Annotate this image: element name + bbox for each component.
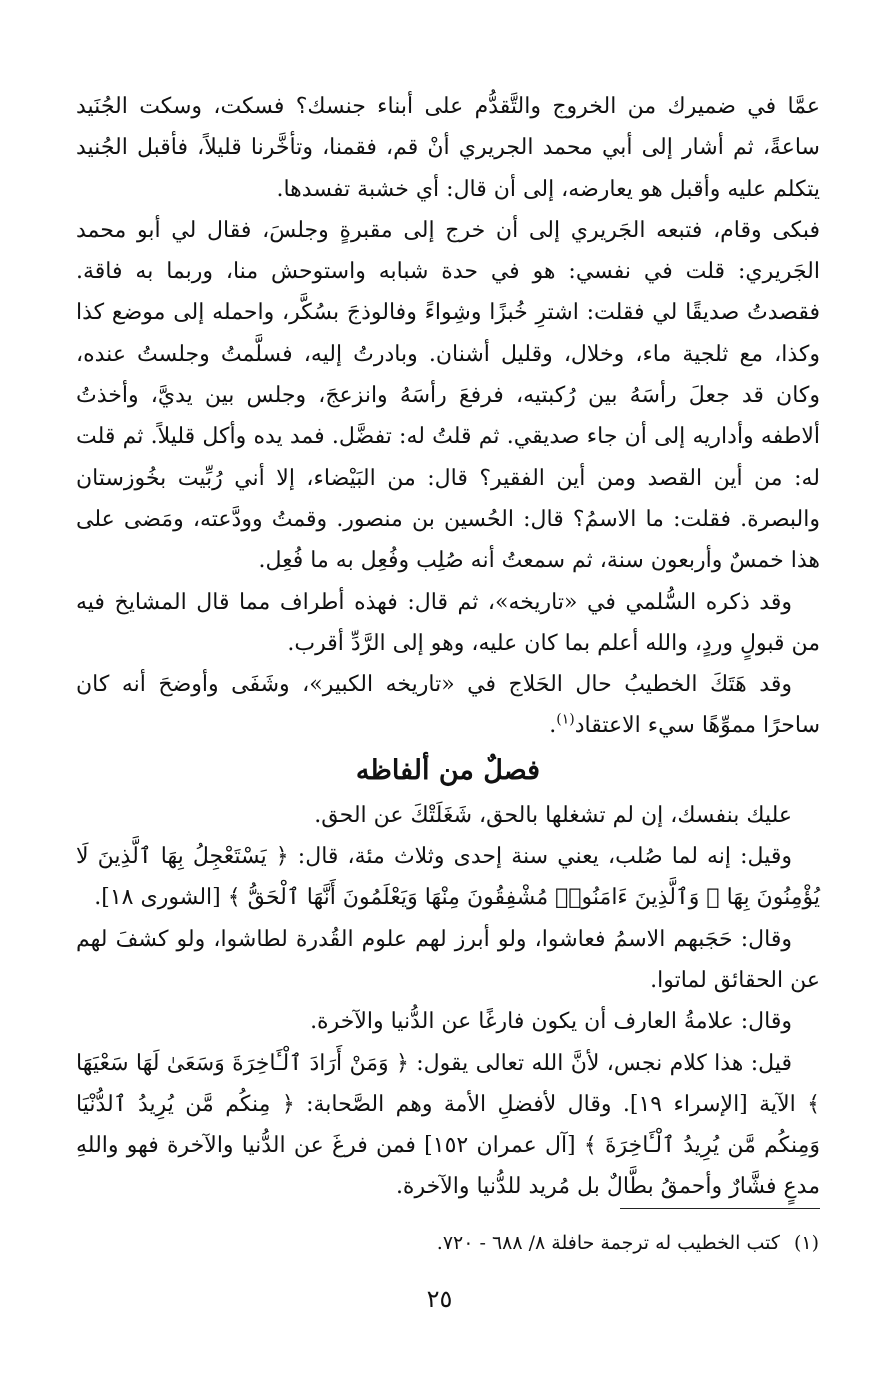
paragraph-saying-1: عليك بنفسك، إن لم تشغلها بالحق، شَغَلَتْكَ عن الحق.: [314, 802, 792, 828]
paragraph-khatib-text: وقد هَتَكَ الخطيبُ حال الحَلاج في «تاريخه الكبير»، وشَفَى وأوضحَ أنه كان ساحرًا مموِّهًا سيء الاعتقاد: [76, 672, 820, 739]
paragraph-sulami: وقد ذكره السُّلمي في «تاريخه»، ثم قال: فهذه أطراف مما قال المشايخ فيه من قبولٍ وردٍ، والله أعلم بما كان عليه، وهو إلى الرَّدِّ أقرب.: [76, 589, 820, 656]
footnote: [75, 1228, 819, 1258]
paragraph-saying-4: وقال: علامةُ العارف أن يكون فارغًا عن الدُّنيا والآخرة.: [310, 1009, 792, 1035]
page-number: ٢٥: [426, 1285, 453, 1313]
paragraph-saying-3: وقال: حَجَبهم الاسمُ فعاشوا، ولو أبرز لهم علوم القُدرة لطاشوا، ولو كشفَ لهم عن الحقائق لماتوا.: [76, 926, 820, 993]
footnote-text: كتب الخطيب له ترجمة حافلة ٨/ ٦٨٨ - ٧٢٠.: [436, 1232, 780, 1254]
page-body: [76, 86, 820, 1208]
paragraph-khatib: وقد هَتَكَ الخطيبُ حال الحَلاج في «تاريخه الكبير»، وشَفَى وأوضحَ أنه كان ساحرًا مموِّهًا سيء الاعتقاد$^{(١)}$.: [76, 672, 820, 739]
footnote-reference: (١): [556, 712, 575, 729]
footnote-divider: [620, 1208, 820, 1209]
section-heading: فصلٌ من ألفاظه: [355, 754, 541, 786]
paragraph-saying-2: وقيل: إنه لما صُلب، يعني سنة إحدى وثلاث مئة، قال: ﴿ يَسْتَعْجِلُ بِهَا ٱلَّذِينَ لَا يُؤْمِنُونَ بِهَا ۖ وَٱلَّذِينَ ءَامَنُوا۟ مُشْفِقُونَ مِنْهَا وَيَعْلَمُونَ أَنَّهَا ٱلْحَقُّ ﴾ [الشورى ١٨].: [76, 844, 820, 911]
paragraph-jariri-story: فبكى وقام، فتبعه الجَريري إلى أن خرج إلى مقبرةٍ وجلسَ، فقال لي أبو محمد الجَريري: قلت في نفسي: هو في حدة شبابه واستوحش منا، وربما به فاقة. فقصدتُ صديقًا لي فقلت: اشترِ خُبزًا وشِواءً وفالوذجَ بسُكَّر، واحمله إلى موضع كذا وكذا، مع ثلجية ماء، وخلال، وقليل أشنان. وبادرتُ إليه، فسلَّمتُ وجلستُ عنده، وكان قد جعلَ رأسَهُ بين رُكبتيه، فرفعَ رأسَهُ وانزعجَ، وجلس بين يديَّ، وأخذتُ ألاطفه وأداريه إلى أن جاء صديقي. ثم قلتُ له: تفضَّل. فمد يده وأكل قليلاً. ثم قلت له: من أين القصد ومن أين الفقير؟ قال: من البَيْضاء، إلا أني رُبِّيت بخُوزستان والبصرة. فقلت: ما الاسمُ؟ قال: الحُسين بن منصور. وقمتُ وودَّعته، ومَضى على هذا خمسٌ وأربعون سنة، ثم سمعتُ أنه صُلِب وفُعِل به ما فُعِل.: [76, 217, 820, 574]
paragraph-continuation: عمَّا في ضميرك من الخروج والتَّقدُّم على أبناء جنسك؟ فسكت، وسكت الجُنَيد ساعةً، ثم أشار إلى أبي محمد الجريري أنْ قم، فقمنا، وتأخَّرنا قليلاً، فأقبل الجُنيد يتكلم عليه وأقبل هو يعارضه، إلى أن قال: أي خشبة تفسدها.: [76, 94, 820, 202]
footnote-number: (١): [793, 1232, 819, 1254]
paragraph-refutation: قيل: هذا كلام نجس، لأنَّ الله تعالى يقول: ﴿ وَمَنْ أَرَادَ ٱلْـَٔاخِرَةَ وَسَعَىٰ لَهَا سَعْيَهَا ﴾ الآية [الإسراء ١٩]. وقال لأفضلِ الأمة وهم الصَّحابة: ﴿ مِنكُم مَّن يُرِيدُ ٱلدُّنْيَا وَمِنكُم مَّن يُرِيدُ ٱلْـَٔاخِرَةَ ﴾ [آل عمران ١٥٢] فمن فرغَ عن الدُّنيا والآخرة فهو واللهِ مدعٍ فشَّارٌ وأحمقُ بطَّالٌ بل مُريد للدُّنيا والآخرة.: [76, 1050, 821, 1200]
